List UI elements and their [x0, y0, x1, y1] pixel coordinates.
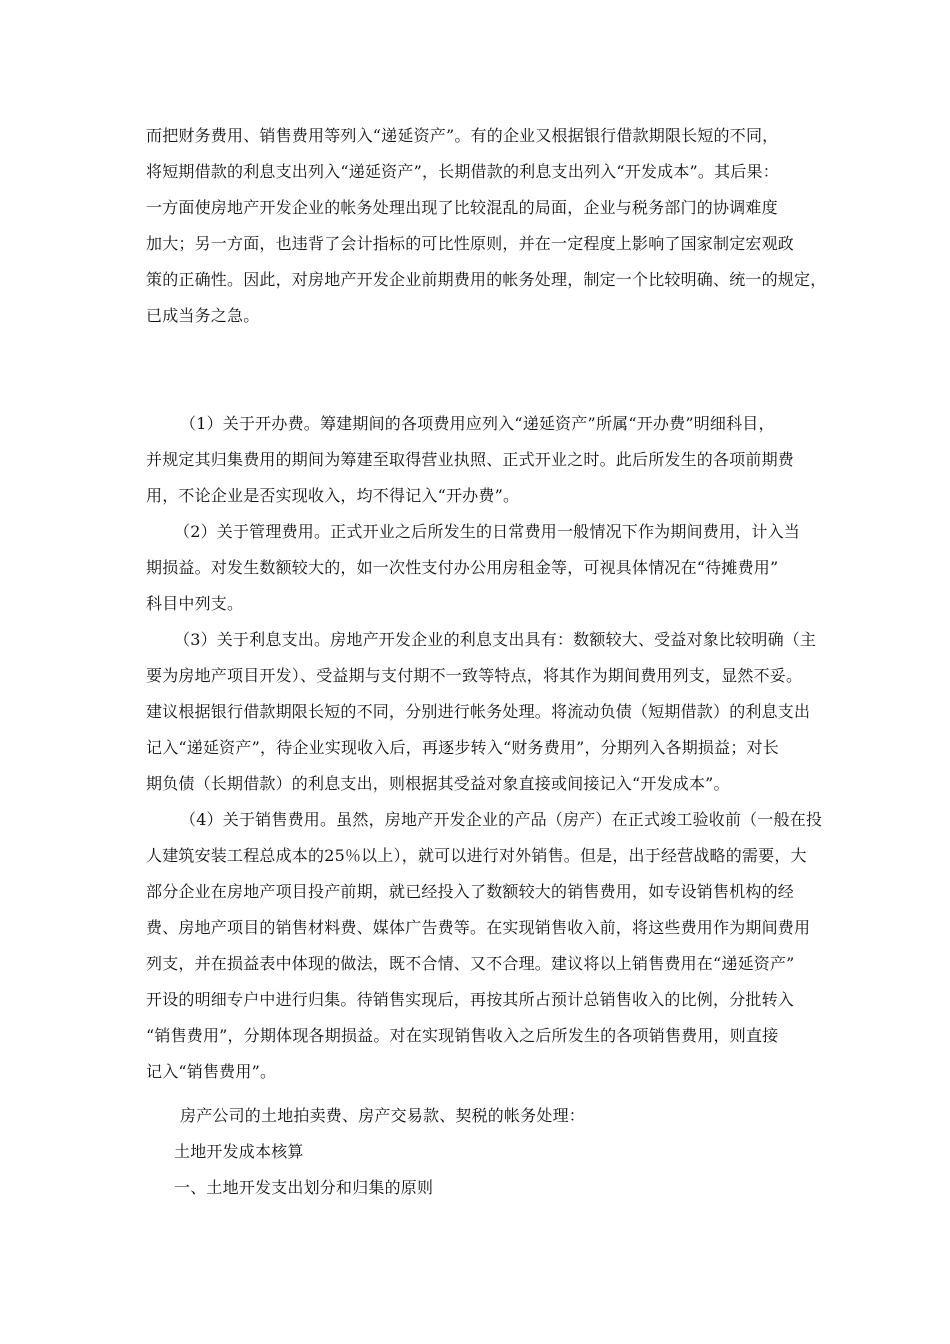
section3-line-3: 建议根据银行借款期限长短的不同，分别进行帐务处理。将流动负债（短期借款）的利息支出: [146, 702, 811, 721]
intro-line-1: 而把财务费用、销售费用等列入“递延资产”。有的企业又根据银行借款期限长短的不同，: [146, 126, 779, 145]
section1-line-3: 用，不论企业是否实现收入，均不得记入“开办费”。: [146, 486, 520, 505]
section4-line-8: 记入“销售费用”。: [146, 1062, 277, 1081]
section4-line-7: “销售费用”，分期体现各期损益。对在实现销售收入之后所发生的各项销售费用，则直接: [146, 1026, 779, 1045]
section4-line-5: 列支，并在损益表中体现的做法，既不合情、又不合理。建议将以上销售费用在“递延资产”: [146, 954, 795, 973]
section3-line-2: 要为房地产项目开发）、受益期与支付期不一致等特点，将其作为期间费用列支，显然不妥。: [146, 666, 803, 685]
intro-line-6: 已成当务之急。: [146, 306, 260, 325]
closing-line-3: 一、土地开发支出划分和归集的原则: [174, 1178, 434, 1197]
section4-line-6: 开设的明细专户中进行归集。待销售实现后，再按其所占预计总销售收入的比例，分批转入: [146, 990, 795, 1009]
section3-line-5: 期负债（长期借款）的利息支出，则根据其受益对象直接或间接记入“开发成本”。: [146, 774, 730, 793]
section2-line-2: 期损益。对发生数额较大的，如一次性支付办公用房租金等，可视具体情况在“待摊费用”: [146, 558, 779, 577]
section4-line-2: 人建筑安装工程总成本的25％以上），就可以进行对外销售。但是，出于经营战略的需要，大: [146, 846, 807, 865]
intro-line-4: 加大；另一方面，也违背了会计指标的可比性原则，并在一定程度上影响了国家制定宏观政: [146, 234, 795, 253]
section4-line-1: （4）关于销售费用。虽然，房地产开发企业的产品（房产）在正式竣工验收前（一般在投: [180, 810, 823, 829]
intro-line-3: 一方面使房地产开发企业的帐务处理出现了比较混乱的局面，企业与税务部门的协调难度: [146, 198, 778, 217]
intro-line-2: 将短期借款的利息支出列入“递延资产”，长期借款的利息支出列入“开发成本”。其后果：: [146, 162, 779, 181]
closing-line-2: 土地开发成本核算: [174, 1142, 304, 1161]
section4-line-4: 费、房地产项目的销售材料费、媒体广告费等。在实现销售收入前，将这些费用作为期间费用: [146, 918, 811, 937]
section2-line-3: 科目中列支。: [146, 594, 244, 613]
section4-line-3: 部分企业在房地产项目投产前期，就已经投入了数额较大的销售费用，如专设销售机构的经: [146, 882, 795, 901]
section3-line-4: 记入“递延资产”，待企业实现收入后，再逐步转入“财务费用”，分期列入各期损益；对长: [146, 738, 779, 757]
section1-line-1: （1）关于开办费。筹建期间的各项费用应列入“递延资产”所属“开办费”明细科目，: [180, 414, 775, 433]
section1-line-2: 并规定其归集费用的期间为筹建至取得营业执照、正式开业之时。此后所发生的各项前期费: [146, 450, 795, 469]
section3-line-1: （3）关于利息支出。房地产开发企业的利息支出具有：数额较大、受益对象比较明确（主: [174, 630, 817, 649]
intro-line-5: 策的正确性。因此，对房地产开发企业前期费用的帐务处理，制定一个比较明确、统一的规定，: [146, 270, 826, 289]
section2-line-1: （2）关于管理费用。正式开业之后所发生的日常费用一般情况下作为期间费用，计入当: [174, 522, 800, 541]
closing-line-1: 房产公司的土地拍卖费、房产交易款、契税的帐务处理：: [180, 1106, 586, 1125]
